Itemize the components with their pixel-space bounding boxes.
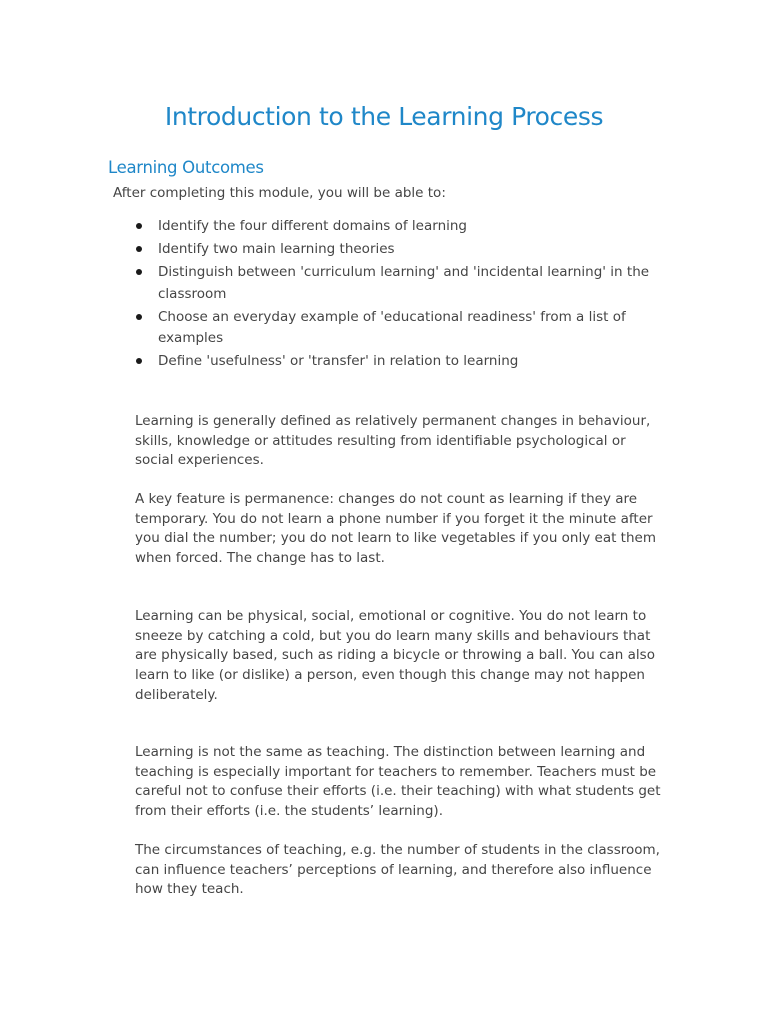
paragraph-permanence: A key feature is permanence: changes do not count as learning if they are temporary. You do not learn a phone number if you forget it the minute after you dial the number; you do not learn to like vegetables if you only eat them when forced. The change has to last. <box>135 491 656 567</box>
list-item <box>158 307 658 350</box>
bullet-icon <box>136 246 142 252</box>
list-item <box>158 239 658 261</box>
bullet-icon <box>136 358 142 364</box>
outcome-text: Define 'usefulness' or 'transfer' in relation to learning <box>158 353 519 369</box>
paragraph-types-of-learning: Learning can be physical, social, emotional or cognitive. You do not learn to sneeze by catching a cold, but you do learn many skills and behaviours that are physically based, such as riding a bicycle or throwing a ball. You can also learn to like (or dislike) a person, even though this change may not happen deliberately. <box>135 608 655 703</box>
list-item <box>158 262 658 305</box>
outcome-text: Distinguish between 'curriculum learning' and 'incidental learning' in the classroom <box>158 264 650 302</box>
list-item <box>158 216 658 238</box>
learning-outcomes-heading: Learning Outcomes <box>108 158 264 177</box>
document-title: Introduction to the Learning Process <box>164 102 604 131</box>
learning-outcomes-list <box>158 216 658 374</box>
paragraph-learning-vs-teaching: Learning is not the same as teaching. The distinction between learning and teaching is especially important for teachers to remember. Teachers must be careful not to confuse their efforts (i.e. their teaching) with what students get from their efforts (i.e. the students’ learning). <box>135 744 661 820</box>
paragraph-teaching-circumstances: The circumstances of teaching, e.g. the number of students in the classroom, can influence teachers’ perceptions of learning, and therefore also influence how they teach. <box>135 842 660 898</box>
outcome-text: Choose an everyday example of 'educational readiness' from a list of examples <box>158 308 626 346</box>
bullet-icon <box>136 223 142 229</box>
bullet-icon <box>136 314 142 320</box>
bullet-icon <box>136 269 142 275</box>
paragraph-definition: Learning is generally defined as relatively permanent changes in behaviour, skills, knowledge or attitudes resulting from identifiable psychological or social experiences. <box>135 413 651 469</box>
list-item <box>158 351 658 373</box>
outcome-text: Identify two main learning theories <box>158 241 395 257</box>
outcomes-intro: After completing this module, you will be able to: <box>113 185 446 201</box>
outcome-text: Identify the four different domains of learning <box>158 218 467 234</box>
